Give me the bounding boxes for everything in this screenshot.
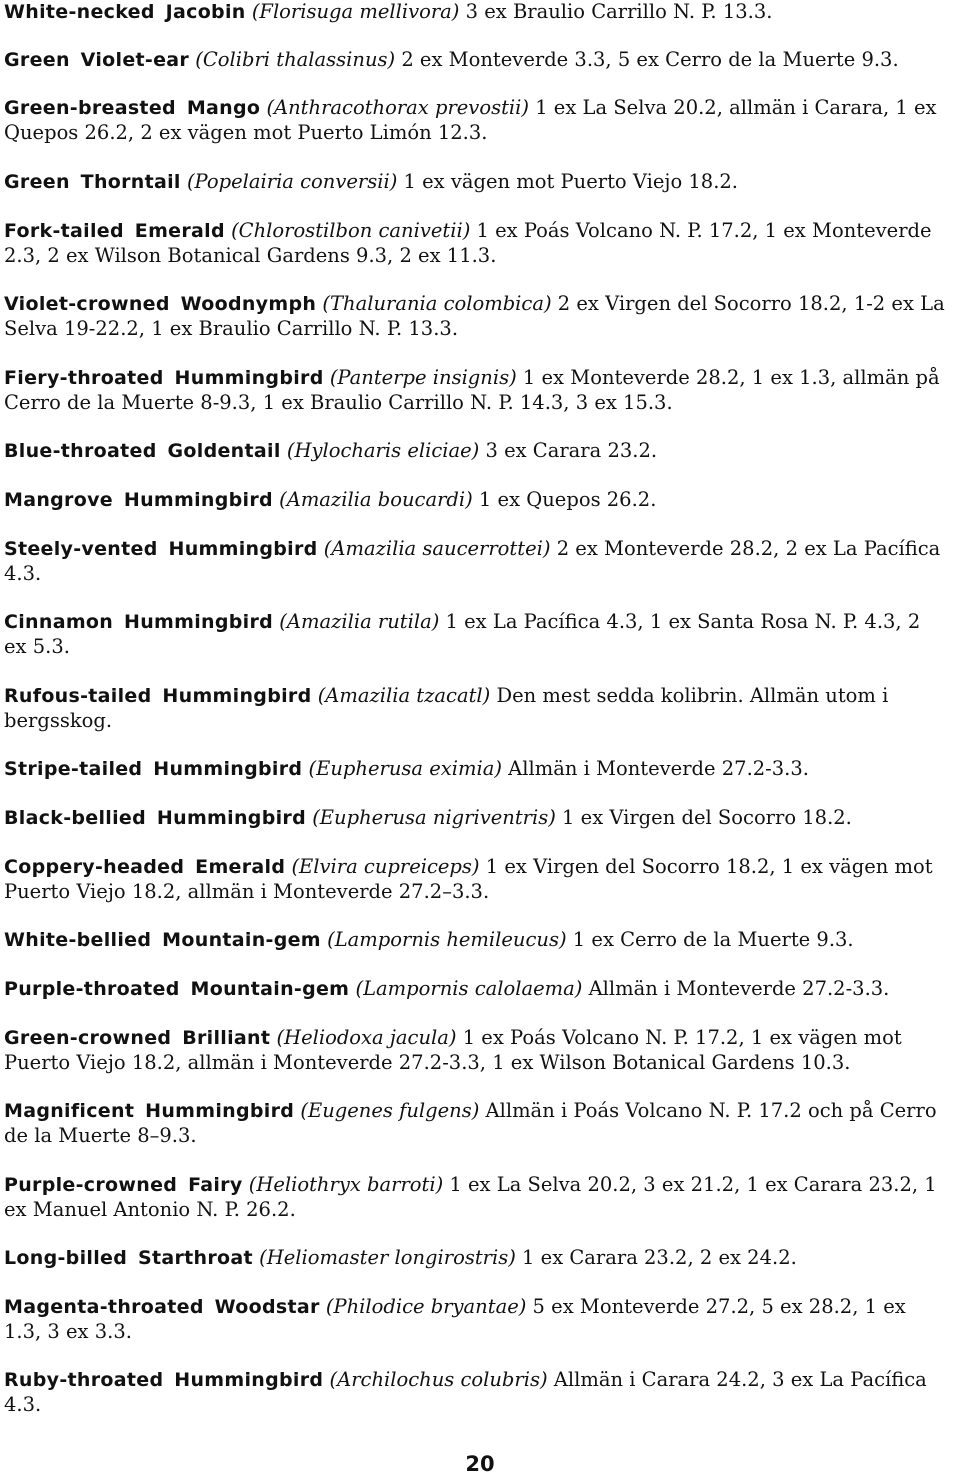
species-scientific-name: (Hylocharis eliciae) [286, 439, 480, 462]
species-scientific-name: (Eupherusa eximia) [308, 757, 502, 780]
species-scientific-name: (Amazilia boucardi) [279, 488, 473, 511]
species-common-name: Black-bellied Hummingbird [4, 807, 306, 829]
species-scientific-name: (Elvira cupreiceps) [291, 855, 480, 878]
species-scientific-name: (Archilochus colubris) [329, 1368, 548, 1391]
species-observations: 1 ex Virgen del Socorro 18.2. [562, 806, 852, 829]
species-entry [4, 537, 948, 586]
species-observations: 1 ex Quepos 26.2. [478, 488, 657, 511]
species-scientific-name: (Chlorostilbon canivetii) [231, 219, 471, 242]
species-common-name: Rufous-tailed Hummingbird [4, 685, 312, 707]
species-entry [4, 1099, 948, 1148]
species-scientific-name: (Colibri thalassinus) [195, 48, 396, 71]
species-scientific-name: (Lampornis calolaema) [355, 977, 583, 1000]
species-common-name: Mangrove Hummingbird [4, 489, 273, 511]
species-entry [4, 219, 948, 268]
species-observations: 1 ex Monteverde 28.2, 1 ex 1.3, allmän på Cerro de la Muerte 8-9.3, 1 ex Braulio Carrillo N. P. 14.3, 3 ex 15.3. [4, 366, 940, 414]
species-common-name: Fork-tailed Emerald [4, 220, 225, 242]
species-entry [4, 977, 948, 1002]
species-observations: 1 ex Virgen del Socorro 18.2, 1 ex vägen mot Puerto Viejo 18.2, allmän i Monteverde 27.2–3.3. [4, 855, 933, 903]
species-observations: 2 ex Monteverde 28.2, 2 ex La Pacífica 4.3. [4, 537, 941, 585]
species-entry [4, 1246, 948, 1271]
species-observations: 2 ex Virgen del Socorro 18.2, 1-2 ex La Selva 19-22.2, 1 ex Braulio Carrillo N. P. 13.3. [4, 292, 945, 340]
species-scientific-name: (Eupherusa nigriventris) [312, 806, 556, 829]
species-observations: Allmän i Monteverde 27.2-3.3. [508, 757, 809, 780]
species-common-name: Green-crowned Brilliant [4, 1027, 271, 1049]
species-entry [4, 1368, 948, 1417]
species-entry [4, 170, 948, 195]
species-observations: 1 ex Poás Volcano N. P. 17.2, 1 ex Monteverde 2.3, 2 ex Wilson Botanical Gardens 9.3, 2 ex 11.3. [4, 219, 932, 267]
species-observations: 3 ex Braulio Carrillo N. P. 13.3. [465, 0, 773, 23]
species-common-name: Cinnamon Hummingbird [4, 611, 274, 633]
species-common-name: Fiery-throated Hummingbird [4, 367, 324, 389]
species-scientific-name: (Amazilia rutila) [279, 610, 440, 633]
species-observations: 1 ex La Selva 20.2, allmän i Carara, 1 ex Quepos 26.2, 2 ex vägen mot Puerto Limón 12.3. [4, 96, 937, 144]
species-common-name: Purple-throated Mountain-gem [4, 978, 350, 1000]
species-entry [4, 1295, 948, 1344]
species-common-name: Green Thorntail [4, 171, 181, 193]
species-common-name: Magnificent Hummingbird [4, 1100, 295, 1122]
species-observations: Allmän i Poás Volcano N. P. 17.2 och på Cerro de la Muerte 8–9.3. [4, 1099, 937, 1147]
species-common-name: Coppery-headed Emerald [4, 856, 286, 878]
species-entry [4, 0, 948, 25]
species-scientific-name: (Thalurania colombica) [322, 292, 552, 315]
species-common-name: Green Violet-ear [4, 49, 190, 71]
species-entry [4, 806, 948, 831]
species-scientific-name: (Amazilia tzacatl) [317, 684, 491, 707]
species-entry [4, 439, 948, 464]
species-observations: 1 ex vägen mot Puerto Viejo 18.2. [403, 170, 738, 193]
species-scientific-name: (Philodice bryantae) [325, 1295, 527, 1318]
page-number: 20 [465, 1452, 495, 1476]
species-observations: 3 ex Carara 23.2. [485, 439, 658, 462]
species-observations: 1 ex Cerro de la Muerte 9.3. [572, 928, 854, 951]
species-common-name: Steely-vented Hummingbird [4, 538, 318, 560]
species-entry [4, 488, 948, 513]
species-entry [4, 757, 948, 782]
species-scientific-name: (Heliodoxa jacula) [276, 1026, 457, 1049]
species-common-name: Stripe-tailed Hummingbird [4, 758, 303, 780]
species-observations: 1 ex La Selva 20.2, 3 ex 21.2, 1 ex Carara 23.2, 1 ex Manuel Antonio N. P. 26.2. [4, 1173, 937, 1221]
species-common-name: Ruby-throated Hummingbird [4, 1369, 324, 1391]
species-scientific-name: (Popelairia conversii) [186, 170, 398, 193]
species-entry [4, 928, 948, 953]
species-scientific-name: (Florisuga mellivora) [251, 0, 460, 23]
species-scientific-name: (Panterpe insignis) [329, 366, 517, 389]
species-common-name: Purple-crowned Fairy [4, 1174, 243, 1196]
species-scientific-name: (Anthracothorax prevostii) [266, 96, 529, 119]
species-scientific-name: (Lampornis hemileucus) [327, 928, 567, 951]
species-entry [4, 48, 948, 73]
species-scientific-name: (Amazilia saucerrottei) [323, 537, 551, 560]
species-entry [4, 684, 948, 733]
species-observations: 5 ex Monteverde 27.2, 5 ex 28.2, 1 ex 1.3, 3 ex 3.3. [4, 1295, 906, 1343]
species-common-name: Long-billed Starthroat [4, 1247, 253, 1269]
species-common-name: White-necked Jacobin [4, 1, 246, 23]
species-observations: 2 ex Monteverde 3.3, 5 ex Cerro de la Muerte 9.3. [401, 48, 899, 71]
species-entry [4, 366, 948, 415]
species-common-name: Magenta-throated Woodstar [4, 1296, 320, 1318]
species-observations: Allmän i Monteverde 27.2-3.3. [588, 977, 890, 1000]
species-scientific-name: (Eugenes fulgens) [300, 1099, 480, 1122]
species-common-name: Blue-throated Goldentail [4, 440, 281, 462]
species-observations: Allmän i Carara 24.2, 3 ex La Pacífica 4.3. [4, 1368, 927, 1416]
species-observations: Den mest sedda kolibrin. Allmän utom i bergsskog. [4, 684, 889, 732]
species-entry [4, 292, 948, 341]
species-entry [4, 96, 948, 145]
species-scientific-name: (Heliothryx barroti) [248, 1173, 444, 1196]
species-observations: 1 ex Poás Volcano N. P. 17.2, 1 ex vägen mot Puerto Viejo 18.2, allmän i Monteverde 27.2-3.3, 1 ex Wilson Botanical Gardens 10.3. [4, 1026, 902, 1074]
species-entry [4, 1026, 948, 1075]
species-common-name: Violet-crowned Woodnymph [4, 293, 317, 315]
species-observations: 1 ex Carara 23.2, 2 ex 24.2. [522, 1246, 797, 1269]
species-entry [4, 1173, 948, 1222]
species-scientific-name: (Heliomaster longirostris) [259, 1246, 516, 1269]
species-observations: 1 ex La Pacífica 4.3, 1 ex Santa Rosa N. P. 4.3, 2 ex 5.3. [4, 610, 921, 658]
species-entry [4, 855, 948, 904]
species-entry [4, 610, 948, 659]
species-common-name: White-bellied Mountain-gem [4, 929, 321, 951]
species-common-name: Green-breasted Mango [4, 97, 261, 119]
